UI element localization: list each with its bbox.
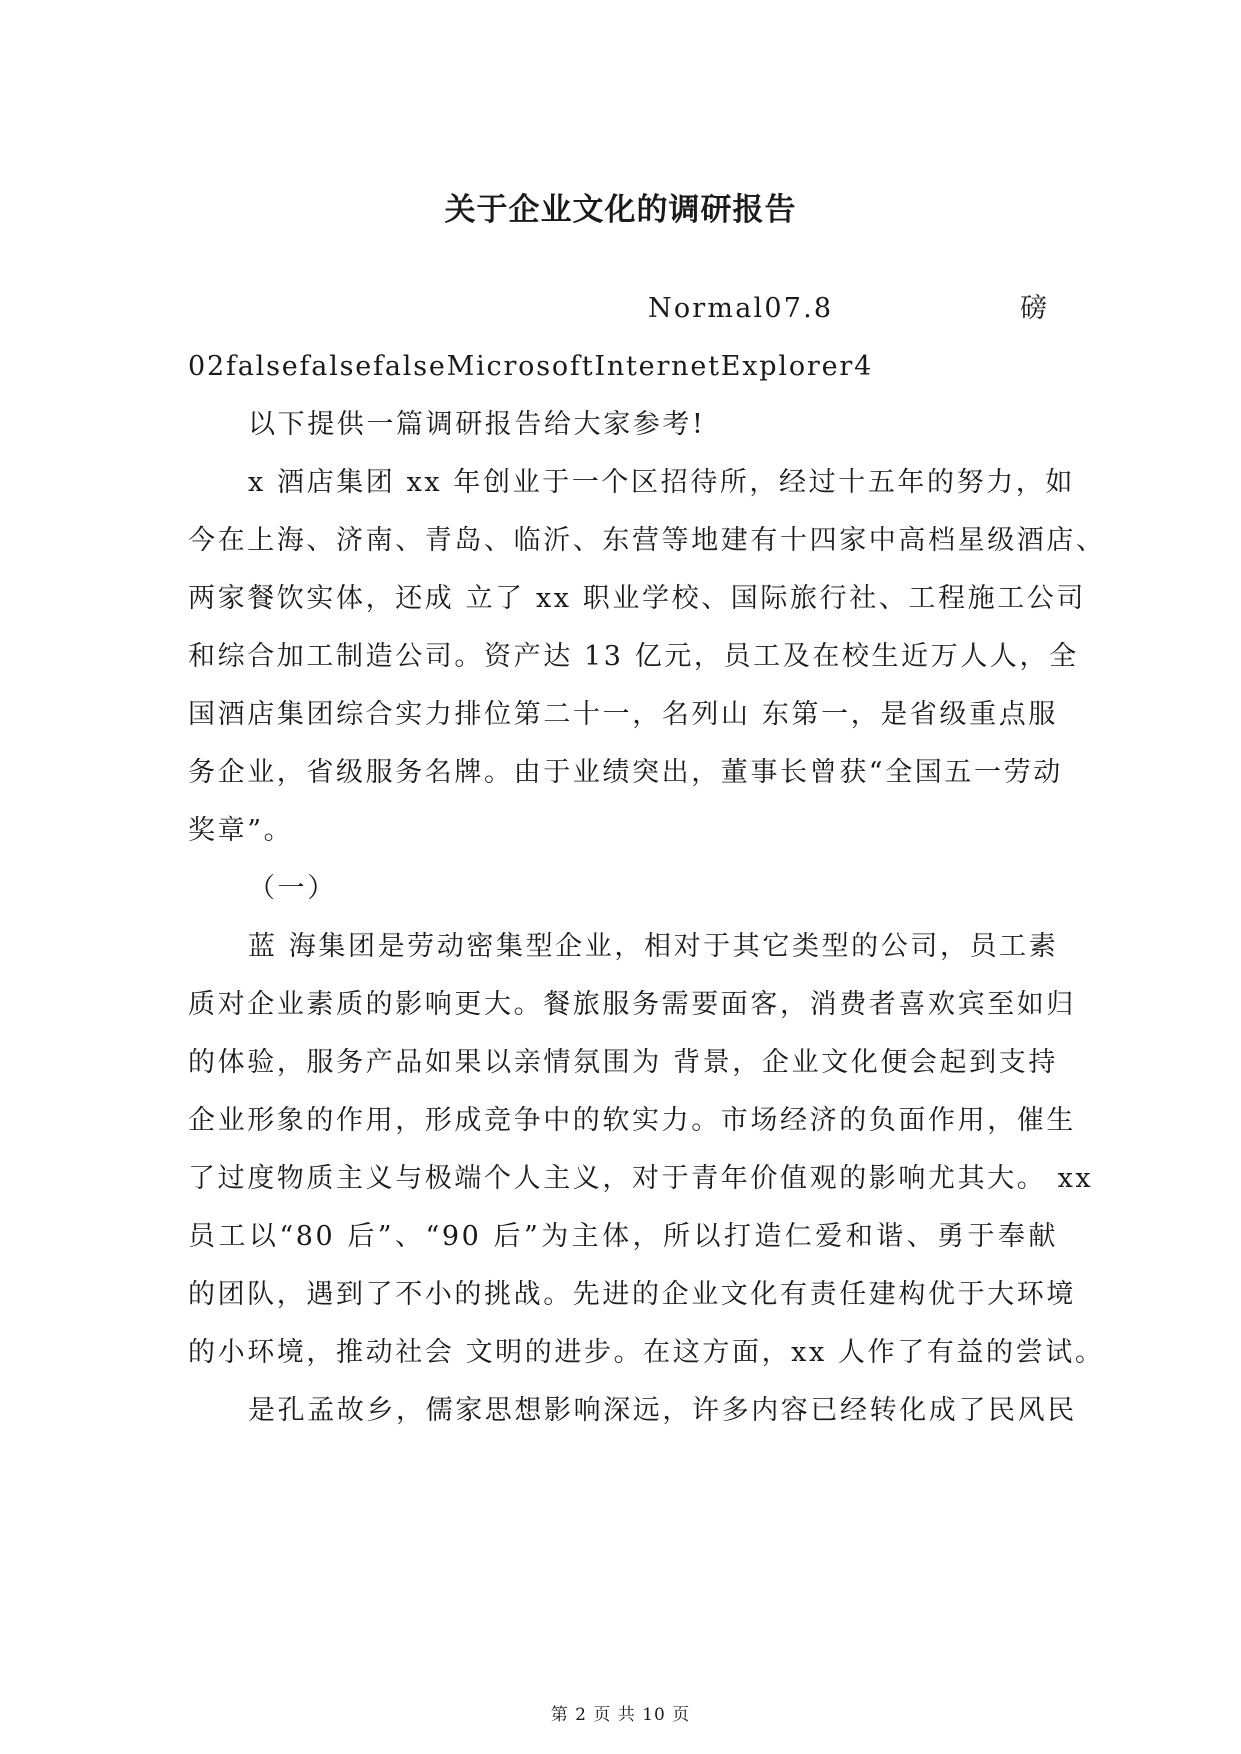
body-line: 是孔孟故乡，儒家思想影响深远，许多内容已经转化成了民风民: [248, 1395, 1077, 1426]
intro-line: 以下提供一篇调研报告给大家参考!: [248, 409, 706, 440]
page-footer: 第 2 页 共 10 页: [550, 1705, 691, 1725]
body-line: 蓝 海集团是劳动密集型企业，相对于其它类型的公司，员工素: [248, 931, 1059, 962]
body-line: 的团队，遇到了不小的挑战。先进的企业文化有责任建构优于大环境: [188, 1279, 1076, 1310]
body-line: 员工以“80 后”、“90 后”为主体，所以打造仁爱和谐、勇于奉献: [188, 1221, 1058, 1252]
body-line: 国酒店集团综合实力排位第二十一，名列山 东第一，是省级重点服: [188, 699, 1058, 730]
body-line: 务企业，省级服务名牌。由于业绩突出，董事长曾获“全国五一劳动: [188, 757, 1063, 788]
document-title: 关于企业文化的调研报告: [444, 192, 797, 228]
header-normal-text: Normal07.8: [648, 293, 834, 324]
header-meta-text: 02falsefalsefalseMicrosoftInternetExplorer4: [188, 351, 874, 382]
body-line: 的小环境，推动社会 文明的进步。在这方面，xx 人作了有益的尝试。: [188, 1337, 1105, 1368]
body-line: 的体验，服务产品如果以亲情氛围为 背景，企业文化便会起到支持: [188, 1047, 1058, 1078]
body-line: 今在上海、济南、青岛、临沂、东营等地建有十四家中高档星级酒店、: [188, 525, 1106, 556]
body-line: 和综合加工制造公司。资产达 13 亿元，员工及在校生近万人人，全: [188, 641, 1079, 672]
body-line: 奖章”。: [188, 815, 294, 846]
header-unit-text: 磅: [1020, 293, 1050, 324]
body-line: x 酒店集团 xx 年创业于一个区招待所，经过十五年的努力，如: [248, 467, 1076, 498]
body-line: 质对企业素质的影响更大。餐旅服务需要面客，消费者喜欢宾至如归: [188, 989, 1076, 1020]
body-line: 两家餐饮实体，还成 立了 xx 职业学校、国际旅行社、工程施工公司: [188, 583, 1087, 614]
body-line: 了过度物质主义与极端个人主义，对于青年价值观的影响尤其大。 xx: [188, 1163, 1094, 1194]
body-line: 企业形象的作用，形成竞争中的软实力。市场经济的负面作用，催生: [188, 1105, 1076, 1136]
section-heading: （一）: [248, 873, 337, 904]
